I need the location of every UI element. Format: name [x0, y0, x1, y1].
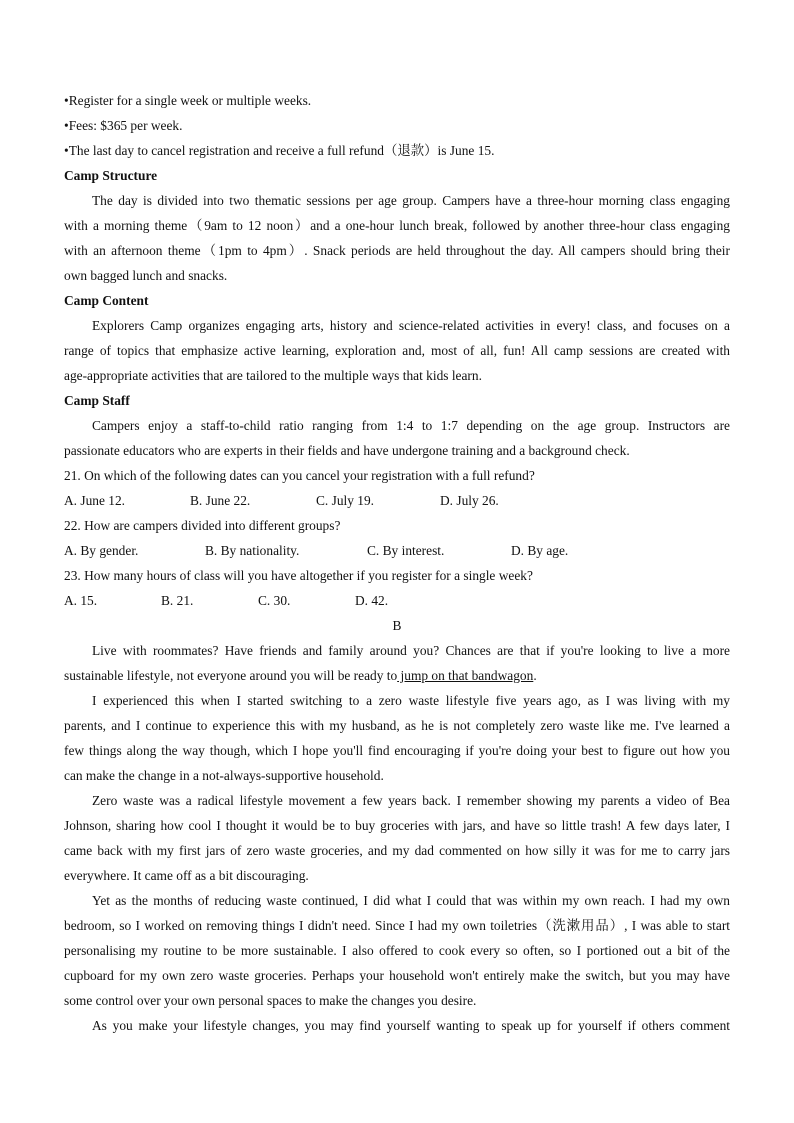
option-d: D. 42. [355, 593, 389, 608]
paragraph-line: Campers enjoy a staff-to-child ratio ranging from 1:4 to 1:7 depending on the age group. Instructors are [92, 418, 730, 433]
paragraph-line: everywhere. It came off as a bit discouraging. [64, 868, 309, 883]
option-c: C. July 19. [316, 493, 375, 508]
option-b: B. By nationality. [205, 543, 300, 558]
paragraph-line: age-appropriate activities that are tailored to the multiple ways that kids learn. [64, 368, 482, 383]
paragraph-line: passionate educators who are experts in their fields and have undergone training and a background check. [64, 443, 630, 458]
question-23-options [64, 588, 730, 613]
bullet-fees: •Fees: $365 per week. [64, 118, 183, 133]
paragraph-line: few things along the way though, which I hope you'll find encouraging if you're doing your best to figure out how you [64, 743, 730, 758]
paragraph-line: cupboard for my own zero waste groceries. Perhaps your household won't entirely make the switch, but you may have [64, 968, 730, 983]
paragraph-line: personalising my routine to be more sustainable. I also offered to cook every so often, so I portioned out a bit of the [64, 943, 730, 958]
bullet-refund: •The last day to cancel registration and receive a full refund（退款）is June 15. [64, 143, 495, 158]
text-segment: . [533, 668, 537, 683]
paragraph-line: As you make your lifestyle changes, you may find yourself wanting to speak up for yourself if others comment [92, 1018, 730, 1033]
document-content [64, 88, 730, 1038]
question-22-options [64, 538, 730, 563]
heading-camp-content: Camp Content [64, 293, 149, 308]
text-segment: sustainable lifestyle, not everyone around you will be ready to [64, 668, 398, 683]
heading-camp-structure: Camp Structure [64, 168, 158, 183]
option-b: B. June 22. [190, 493, 251, 508]
paragraph-line: can make the change in a not-always-supportive household. [64, 768, 384, 783]
option-a: A. June 12. [64, 493, 125, 508]
question-21-options [64, 488, 730, 513]
paragraph-line: own bagged lunch and snacks. [64, 268, 228, 283]
option-a: A. By gender. [64, 543, 139, 558]
passage-b-label: B [392, 618, 402, 633]
paragraph-line: parents, and I continue to experience this with my husband, as he is not completely zero waste like me. I've learned a [64, 718, 730, 733]
heading-camp-staff: Camp Staff [64, 393, 130, 408]
paragraph-line: Live with roommates? Have friends and family around you? Chances are that if you're looking to live a more [92, 643, 730, 658]
question-21-stem: 21. On which of the following dates can you cancel your registration with a full refund? [64, 468, 535, 483]
paragraph-line: with an afternoon theme（1pm to 4pm）. Snack periods are held throughout the day. All campers should bring their [64, 243, 730, 258]
paragraph-line: some control over your own personal spaces to make the changes you desire. [64, 993, 477, 1008]
paragraph-line: Yet as the months of reducing waste continued, I did what I could that was within my own reach. I had my own [92, 893, 730, 908]
bullet-register: •Register for a single week or multiple weeks. [64, 93, 312, 108]
question-22-stem: 22. How are campers divided into different groups? [64, 518, 341, 533]
paragraph-line: Zero waste was a radical lifestyle movement a few years back. I remember showing my parents a video of Bea [92, 793, 730, 808]
paragraph-line: Johnson, sharing how cool I thought it would be to buy groceries with jars, and have so little trash! A few days later, I [64, 818, 730, 833]
paragraph-line: bedroom, so I worked on removing things I didn't need. Since I had my own toiletries（洗漱用品）, I was able to start [64, 918, 730, 933]
underlined-phrase: jump on that bandwagon [397, 668, 534, 683]
paragraph-line: range of topics that emphasize active learning, exploration and, most of all, fun! All camp sessions are created with [64, 343, 730, 358]
option-b: B. 21. [161, 593, 194, 608]
option-d: D. By age. [511, 543, 569, 558]
option-c: C. 30. [258, 593, 291, 608]
option-a: A. 15. [64, 593, 98, 608]
paragraph-line [64, 663, 730, 688]
paragraph-line: Explorers Camp organizes engaging arts, history and science-related activities in every! class, and focuses on a [92, 318, 730, 333]
option-c: C. By interest. [367, 543, 445, 558]
paragraph-line: The day is divided into two thematic sessions per age group. Campers have a three-hour morning class engaging [92, 193, 730, 208]
paragraph-line: I experienced this when I started switching to a zero waste lifestyle five years ago, as I was living with my [92, 693, 730, 708]
option-d: D. July 26. [440, 493, 499, 508]
question-23-stem: 23. How many hours of class will you have altogether if you register for a single week? [64, 568, 533, 583]
paragraph-line: with a morning theme（9am to 12 noon）and a one-hour lunch break, followed by another three-hour class engaging [64, 218, 730, 233]
paragraph-line: came back with my first jars of zero waste groceries, and my dad commented on how silly it was for me to carry jars [64, 843, 730, 858]
